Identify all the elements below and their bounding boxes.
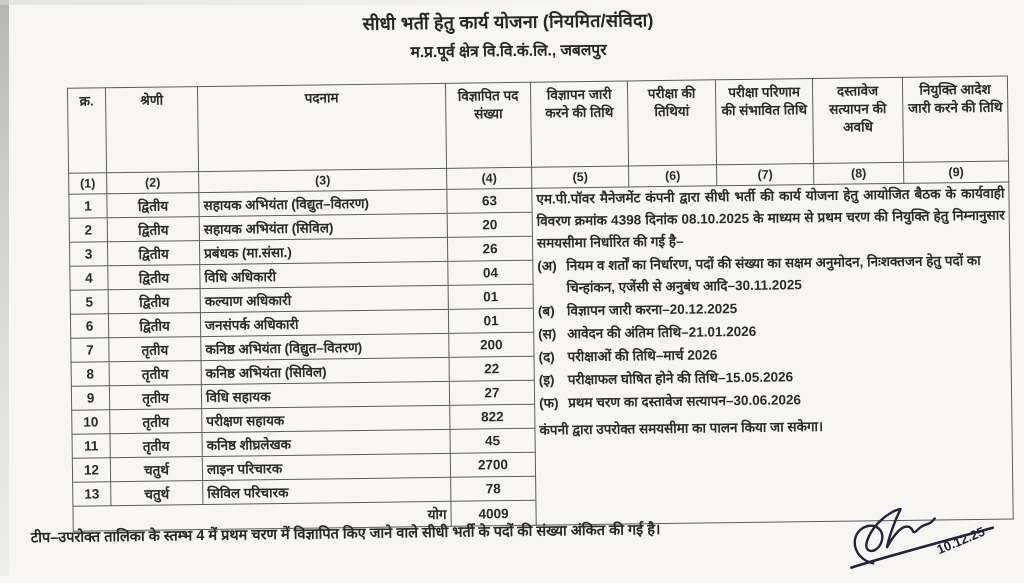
- timeline-item-text: परीक्षाओं की तिथि–मार्च 2026: [567, 347, 718, 365]
- column-number: (8): [814, 162, 904, 184]
- column-header-appointment-order: नियुक्ति आदेश जारी करने की तिथि: [902, 76, 1008, 162]
- cell-count: 01: [448, 308, 533, 333]
- cell-sno: 2: [69, 218, 107, 242]
- column-header-category: श्रेणी: [105, 87, 198, 173]
- cell-post: कनिष्ठ शीघ्रलेखक: [202, 429, 450, 456]
- timeline-item-text: आवेदन की अंतिम तिथि–21.01.2026: [567, 323, 757, 342]
- cell-count: 26: [447, 236, 532, 261]
- cell-post: सहायक अभियंता (विद्युत–वितरण): [199, 189, 447, 216]
- cell-post: प्रबंधक (मा.संसा.): [199, 237, 447, 264]
- signature: [842, 501, 1024, 569]
- cell-post: सिविल परिचारक: [203, 477, 451, 504]
- document-title: [0, 3, 1021, 67]
- column-header-ad-issue-date: विज्ञापन जारी करने की तिथि: [530, 81, 628, 167]
- timeline-item-label: (ब): [537, 303, 555, 319]
- timeline-item-text: प्रथम चरण का दस्तावेज सत्यापन–30.06.2026: [568, 392, 802, 411]
- cell-sno: 7: [71, 338, 109, 362]
- cell-post: सहायक अभियंता (सिविल): [199, 213, 447, 240]
- cell-post: कनिष्ठ अभियंता (सिविल): [201, 357, 449, 384]
- column-header-exam-dates: परीक्षा की तिथियां: [627, 80, 716, 166]
- timeline-closing-text: कंपनी द्वारा उपरोक्त समयसीमा का पालन किया जा सकेगा।: [539, 418, 824, 438]
- timeline-item-label: (स): [538, 326, 557, 342]
- table-header-row: [67, 76, 1008, 173]
- title-line-2: म.प्र.पूर्व क्षेत्र वि.वि.कं.लि., जबलपुर: [410, 41, 607, 62]
- column-number: (6): [629, 165, 717, 187]
- footnote: टीप–उपरोक्त तालिका के स्तम्भ 4 में प्रथम चरण में विज्ञापित किए जाने वाले सीधी भर्ती के पदों की संख्या अंकित की गई है।: [30, 522, 661, 547]
- cell-count: 01: [448, 284, 533, 309]
- timeline-item-label: (द): [538, 349, 555, 365]
- cell-category: द्वितीय: [108, 313, 200, 338]
- cell-count: 2700: [450, 452, 535, 477]
- meeting-intro-text: एम.पी.पॉवर मैनेजमेंट कंपनी द्वारा सीधी भर्ती की कार्य योजना हेतु आयोजित बैठक के कार्यवाही विवरण क्रमांक 4398 दिनांक 08.10.2025 के माध्यम से प्रथम चरण की नियुक्ति हेतु निम्नानुसार समयसीमा निर्धारित की गई है–: [536, 185, 1005, 251]
- timeline-item-label: (फ): [539, 395, 559, 411]
- cell-count: 27: [449, 380, 534, 405]
- cell-sno: 9: [71, 386, 109, 410]
- cell-sno: 13: [73, 482, 111, 506]
- title-line-1: सीधी भर्ती हेतु कार्य योजना (नियमित/संविदा): [362, 10, 654, 34]
- signature-date: 10.12.25: [934, 523, 987, 558]
- column-number: (1): [69, 173, 107, 194]
- cell-category: तृतीय: [110, 409, 202, 434]
- cell-category: तृतीय: [110, 433, 202, 458]
- cell-sno: 8: [71, 362, 109, 386]
- column-header-advertised-posts: विज्ञापित पद संख्या: [445, 82, 531, 168]
- cell-sno: 1: [69, 194, 107, 218]
- cell-post: विधि अधिकारी: [200, 261, 448, 288]
- cell-category: द्वितीय: [107, 217, 199, 242]
- timeline-item-text: विज्ञापन जारी करना–20.12.2025: [566, 301, 738, 319]
- cell-category: तृतीय: [109, 361, 201, 386]
- cell-sno: 11: [72, 434, 110, 458]
- cell-category: तृतीय: [109, 337, 201, 362]
- column-number: (9): [904, 161, 1009, 183]
- timeline-item-text: नियम व शर्तों का निर्धारण, पदों की संख्या का सक्षम अनुमोदन, निःशक्तजन हेतु पदों का चिन्हांकन, एजेंसी से अनुबंध आदि–30.11.2025: [566, 252, 981, 296]
- cell-post: विधि सहायक: [201, 381, 449, 408]
- cell-post: परीक्षण सहायक: [202, 405, 450, 432]
- cell-post: जनसंपर्क अधिकारी: [200, 309, 448, 336]
- cell-sno: 4: [70, 266, 108, 290]
- cell-sno: 12: [72, 458, 110, 482]
- cell-category: चतुर्थ: [110, 457, 202, 482]
- cell-sno: 6: [70, 314, 108, 338]
- cell-category: तृतीय: [109, 385, 201, 410]
- timeline-item: [537, 250, 1006, 300]
- column-header-doc-verification: दस्तावेज सत्यापन की अवधि: [812, 77, 903, 163]
- cell-category: द्वितीय: [107, 241, 199, 266]
- cell-count: 200: [449, 332, 534, 357]
- column-number: (2): [107, 172, 199, 194]
- column-header-post: पदनाम: [197, 83, 446, 171]
- cell-count: 822: [450, 404, 535, 429]
- cell-category: चतुर्थ: [111, 481, 203, 506]
- cell-sno: 3: [69, 242, 107, 266]
- cell-sno: 10: [72, 410, 110, 434]
- timeline-item: [539, 387, 1007, 415]
- column-header-result-date: परीक्षा परिणाम की संभावित तिथि: [715, 79, 813, 165]
- column-number: (4): [447, 167, 532, 189]
- column-number: (5): [532, 166, 629, 188]
- timeline-item-text: परीक्षाफल घोषित होने की तिथि–15.05.2026: [567, 369, 794, 388]
- total-label: योग: [73, 501, 451, 531]
- recruitment-plan-table: [67, 75, 1014, 531]
- cell-sno: 5: [70, 290, 108, 314]
- cell-count: 78: [451, 476, 536, 501]
- timeline-item-label: (अ): [537, 258, 557, 274]
- signature-scribble: [842, 501, 1024, 569]
- cell-post: लाइन परिचारक: [202, 453, 450, 480]
- column-number: (7): [717, 164, 814, 186]
- cell-post: कल्याण अधिकारी: [200, 285, 448, 312]
- cell-count: 20: [447, 212, 532, 237]
- cell-count: 04: [448, 260, 533, 285]
- cell-category: द्वितीय: [108, 289, 200, 314]
- cell-count: 45: [450, 428, 535, 453]
- timeline-item-label: (इ): [538, 372, 555, 388]
- total-value: 4009: [451, 500, 536, 526]
- cell-category: द्वितीय: [107, 193, 199, 218]
- cell-post: कनिष्ठ अभियंता (विद्युत–वितरण): [201, 333, 449, 360]
- cell-category: द्वितीय: [108, 265, 200, 290]
- cell-count: 63: [447, 188, 532, 213]
- cell-count: 22: [449, 356, 534, 381]
- column-header-sno: क्र.: [67, 88, 106, 173]
- column-number: (3): [199, 168, 447, 192]
- timeline-details-cell: [532, 182, 1013, 525]
